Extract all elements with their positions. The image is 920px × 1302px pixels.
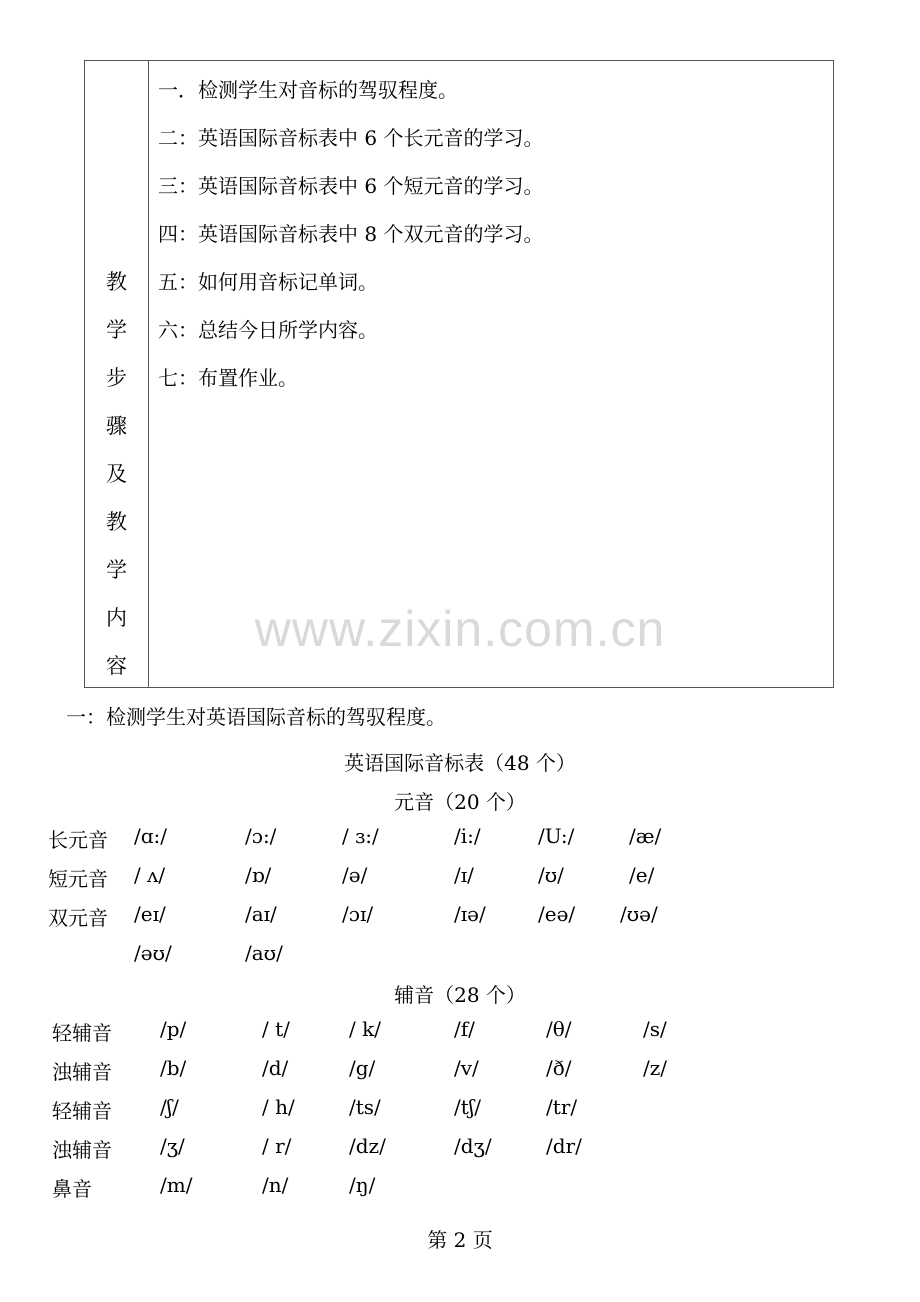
label-char: 步: [106, 366, 127, 390]
phonetic-symbol: /g/: [349, 1056, 376, 1080]
step-item: 五：如何用音标记单词。: [158, 270, 378, 294]
label-char: 学: [106, 558, 127, 582]
phonetic-symbol: /tr/: [546, 1095, 578, 1119]
phonetic-symbol: /ʊə/: [620, 902, 658, 926]
row-label: 短元音: [48, 867, 108, 891]
phonetic-symbol: /dr/: [546, 1134, 582, 1158]
step-item: 二：英语国际音标表中 6 个长元音的学习。: [158, 126, 544, 150]
label-char: 内: [106, 606, 127, 630]
phonetic-symbol: /aɪ/: [245, 902, 277, 926]
phonetic-symbol: /dʒ/: [454, 1134, 492, 1158]
phonetic-symbol: /aʊ/: [245, 941, 283, 965]
row-label: 鼻音: [52, 1177, 92, 1201]
phonetic-chart-title: 英语国际音标表（48 个）: [344, 751, 576, 775]
phonetic-symbol: /s/: [643, 1017, 667, 1041]
phonetic-symbol: /θ/: [546, 1017, 572, 1041]
phonetic-symbol: /i:/: [454, 824, 481, 848]
phonetic-symbol: /ʃ/: [160, 1095, 179, 1119]
phonetic-symbol: /eɪ/: [134, 902, 166, 926]
phonetic-symbol: / r/: [262, 1134, 292, 1158]
phonetic-symbol: /m/: [160, 1173, 193, 1197]
row-label: 轻辅音: [52, 1099, 112, 1123]
intro-line: 一：检测学生对英语国际音标的驾驭程度。: [66, 705, 446, 729]
phonetic-symbol: /d/: [262, 1056, 289, 1080]
phonetic-symbol: /ts/: [349, 1095, 381, 1119]
step-item: 六：总结今日所学内容。: [158, 318, 378, 342]
label-char: 教: [106, 510, 127, 534]
row-label: 双元音: [48, 906, 108, 930]
phonetic-symbol: / ɜ:/: [342, 824, 379, 848]
phonetic-symbol: /n/: [262, 1173, 289, 1197]
vowels-title: 元音（20 个）: [394, 790, 526, 814]
phonetic-symbol: /ʊ/: [538, 863, 564, 887]
phonetic-symbol: /f/: [454, 1017, 475, 1041]
phonetic-symbol: /U:/: [538, 824, 575, 848]
phonetic-symbol: /ɪə/: [454, 902, 486, 926]
step-item: 三：英语国际音标表中 6 个短元音的学习。: [158, 174, 544, 198]
phonetic-symbol: / h/: [262, 1095, 295, 1119]
phonetic-symbol: /dz/: [349, 1134, 386, 1158]
phonetic-symbol: /z/: [643, 1056, 668, 1080]
label-char: 教: [106, 270, 127, 294]
phonetic-symbol: /v/: [454, 1056, 479, 1080]
step-item: 四：英语国际音标表中 8 个双元音的学习。: [158, 222, 544, 246]
phonetic-symbol: /ð/: [546, 1056, 572, 1080]
label-char: 容: [106, 654, 127, 678]
label-char: 骤: [106, 414, 127, 438]
phonetic-symbol: /ɔ:/: [245, 824, 277, 848]
consonants-title: 辅音（28 个）: [394, 983, 526, 1007]
row-label: 轻辅音: [52, 1021, 112, 1045]
row-label: 浊辅音: [52, 1138, 112, 1162]
row-label: 浊辅音: [52, 1060, 112, 1084]
lesson-steps-table: [84, 60, 834, 688]
phonetic-symbol: /eə/: [538, 902, 576, 926]
watermark: www.zixin.com.cn: [254, 601, 666, 657]
phonetic-symbol: /tʃ/: [454, 1095, 481, 1119]
phonetic-symbol: / k/: [349, 1017, 381, 1041]
phonetic-symbol: /p/: [160, 1017, 187, 1041]
phonetic-symbol: / t/: [262, 1017, 290, 1041]
phonetic-symbol: / ʌ/: [134, 863, 166, 887]
label-char: 及: [106, 462, 127, 486]
phonetic-symbol: /e/: [629, 863, 655, 887]
row-label: 长元音: [48, 828, 108, 852]
phonetic-symbol: /ʒ/: [160, 1134, 185, 1158]
phonetic-symbol: /ɔɪ/: [342, 902, 374, 926]
phonetic-symbol: /ŋ/: [349, 1173, 376, 1197]
phonetic-symbol: /ə/: [342, 863, 368, 887]
lesson-steps-label-column: [85, 61, 149, 687]
phonetic-symbol: /əʊ/: [134, 941, 172, 965]
label-char: 学: [106, 318, 127, 342]
phonetic-symbol: /b/: [160, 1056, 187, 1080]
page-number: 第 2 页: [427, 1228, 493, 1252]
phonetic-symbol: /ɪ/: [454, 863, 474, 887]
step-item: 七：布置作业。: [158, 366, 298, 390]
phonetic-symbol: /æ/: [629, 824, 662, 848]
phonetic-symbol: /ɑ:/: [134, 824, 168, 848]
step-item: 一．检测学生对音标的驾驭程度。: [158, 78, 458, 102]
phonetic-symbol: /ɒ/: [245, 863, 272, 887]
